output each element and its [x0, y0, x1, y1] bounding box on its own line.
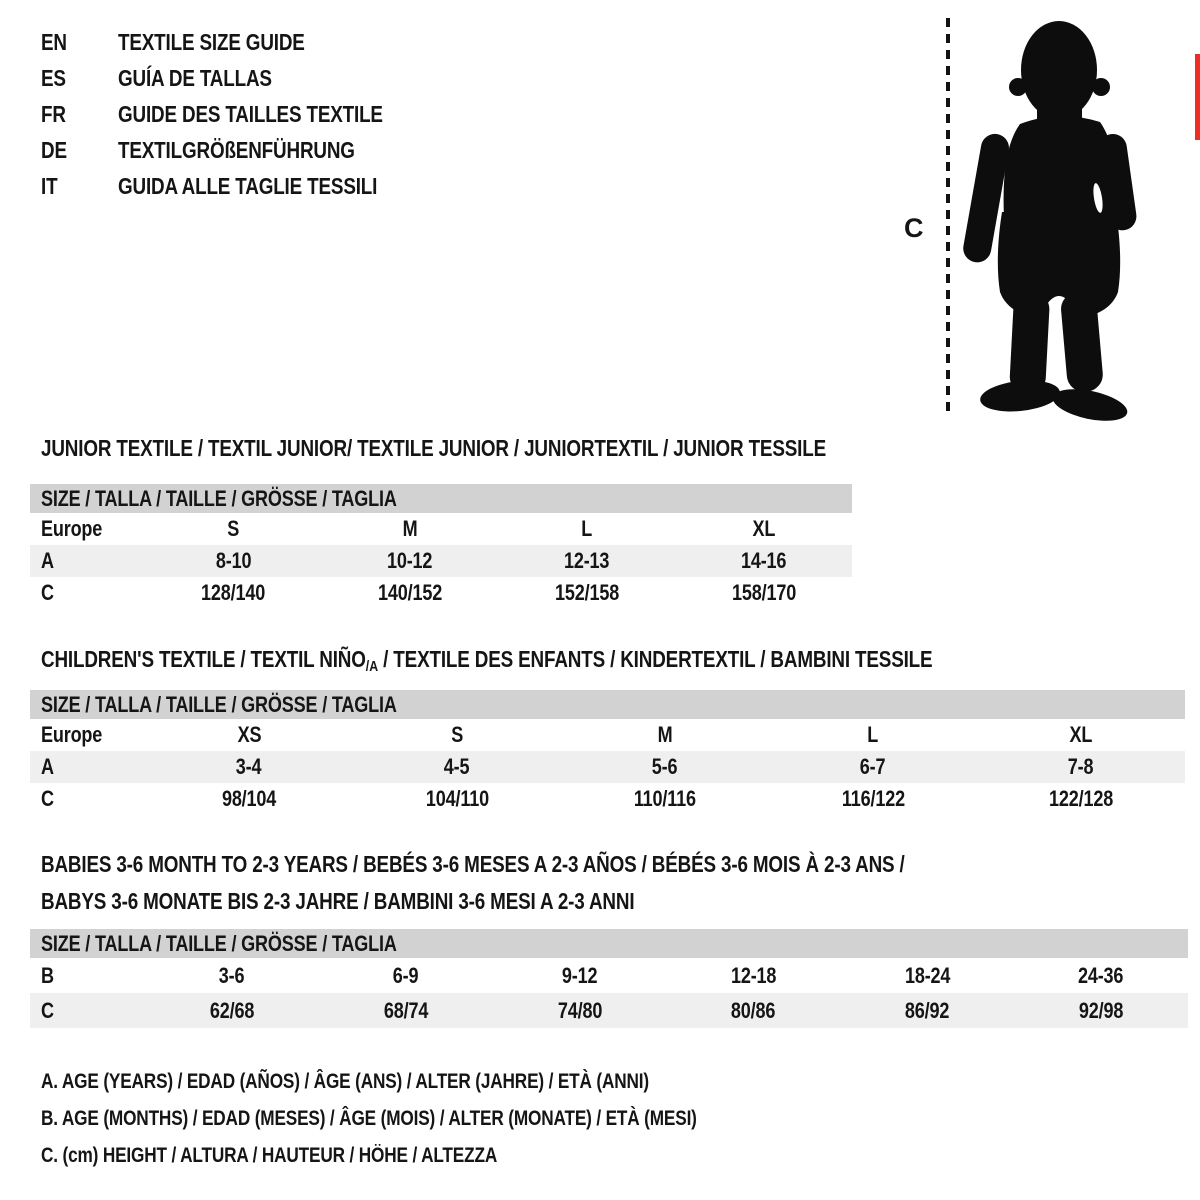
- title-rest: / TEXTILE DES ENFANTS / KINDERTEXTIL / BAMBINI TESSILE: [378, 646, 933, 672]
- size-cell-text: 122/128: [1048, 786, 1114, 811]
- size-cell: [675, 548, 852, 574]
- size-cell-text: S: [451, 722, 463, 747]
- size-cell: [145, 516, 322, 542]
- row-label-text: C: [41, 580, 54, 605]
- height-measure-label: C: [904, 213, 924, 243]
- size-cell-text: 7-8: [1068, 754, 1094, 779]
- table-row: [30, 958, 1188, 993]
- size-cell-text: 6-9: [392, 962, 419, 988]
- children-size-table: [30, 690, 1185, 815]
- legend-row-c: [41, 1137, 841, 1174]
- section-title-children: [41, 641, 1128, 681]
- row-label: [30, 580, 145, 606]
- size-cell: [666, 963, 840, 989]
- row-label-text: C: [41, 786, 54, 811]
- language-row-en: [41, 24, 441, 60]
- junior-size-table: [30, 484, 852, 609]
- language-label: GUIDE DES TAILLES TEXTILE: [118, 100, 383, 127]
- size-cell-text: 62/68: [209, 997, 255, 1023]
- size-cell-text: 24-36: [1078, 962, 1124, 988]
- table-row: [30, 513, 852, 545]
- row-label: [30, 516, 145, 542]
- row-label-text: A: [41, 548, 54, 573]
- language-row-de: [41, 132, 441, 168]
- title-main: CHILDREN'S TEXTILE / TEXTIL NIÑO: [41, 646, 366, 672]
- title-subscript: /A: [365, 658, 379, 675]
- language-label: TEXTILGRÖßENFÜHRUNG: [118, 136, 355, 163]
- table-row: [30, 751, 1185, 783]
- row-label-text: B: [41, 962, 54, 988]
- table-row: [30, 993, 1188, 1028]
- size-cell: [1014, 998, 1188, 1024]
- table-row: [30, 719, 1185, 751]
- size-cell: [145, 754, 353, 780]
- language-label: GUÍA DE TALLAS: [118, 64, 272, 91]
- size-header-bar: [30, 690, 1185, 719]
- size-cell-text: XL: [1069, 722, 1093, 747]
- size-cell-text: 92/98: [1078, 997, 1124, 1023]
- row-label: [30, 548, 145, 574]
- size-header-label: SIZE / TALLA / TAILLE / GRÖSSE / TAGLIA: [41, 691, 397, 717]
- size-header-bar: [30, 484, 852, 513]
- table-row: [30, 545, 852, 577]
- language-label: GUIDA ALLE TAGLIE TESSILI: [118, 172, 378, 199]
- size-cell-text: XL: [752, 516, 775, 541]
- size-cell: [840, 963, 1014, 989]
- size-cell: [145, 963, 319, 989]
- size-cell: [322, 580, 499, 606]
- size-cell: [977, 722, 1185, 748]
- size-cell: [493, 998, 667, 1024]
- size-cell: [353, 786, 561, 812]
- babies-size-table: [30, 929, 1188, 1028]
- row-label-text: C: [41, 997, 54, 1023]
- language-row-fr: [41, 96, 441, 132]
- language-code-text: IT: [41, 172, 58, 199]
- size-cell-text: 5-6: [652, 754, 678, 779]
- size-cell: [319, 963, 493, 989]
- size-cell: [145, 998, 319, 1024]
- measurement-legend: [41, 1063, 841, 1174]
- size-cell-text: 80/86: [731, 997, 776, 1023]
- table-row: [30, 783, 1185, 815]
- size-cell-text: S: [227, 516, 240, 541]
- row-label-text: Europe: [41, 516, 103, 541]
- legend-text: B. AGE (MONTHS) / EDAD (MESES) / ÂGE (MOIS) / ALTER (MONATE) / ETÀ (MESI): [41, 1106, 697, 1130]
- size-cell-text: 68/74: [383, 997, 428, 1023]
- row-label-text: Europe: [41, 722, 103, 747]
- language-code-text: DE: [41, 136, 67, 163]
- size-cell-text: 9-12: [561, 962, 598, 988]
- size-cell-text: M: [657, 722, 673, 747]
- size-cell: [977, 786, 1185, 812]
- size-header-label: SIZE / TALLA / TAILLE / GRÖSSE / TAGLIA: [41, 485, 397, 511]
- language-code-text: ES: [41, 64, 66, 91]
- legend-text: C. (cm) HEIGHT / ALTURA / HAUTEUR / HÖHE / ALTEZZA: [41, 1143, 498, 1167]
- legend-row-a: [41, 1063, 841, 1100]
- size-cell-text: 3-4: [236, 754, 262, 779]
- size-cell-text: 152/158: [554, 580, 619, 605]
- size-cell-text: M: [402, 516, 418, 541]
- size-cell-text: L: [867, 722, 879, 747]
- language-code-text: EN: [41, 28, 67, 55]
- size-header-bar: [30, 929, 1188, 958]
- size-cell: [499, 548, 676, 574]
- size-cell: [769, 786, 977, 812]
- size-cell-text: 18-24: [904, 962, 950, 988]
- size-cell: [145, 786, 353, 812]
- language-row-es: [41, 60, 441, 96]
- size-cell-text: 12-18: [730, 962, 777, 988]
- size-cell: [561, 786, 769, 812]
- section-title-text: JUNIOR TEXTILE / TEXTIL JUNIOR/ TEXTILE JUNIOR / JUNIORTEXTIL / JUNIOR TESSILE: [41, 435, 827, 461]
- size-cell-text: 14-16: [740, 548, 787, 573]
- size-cell: [561, 722, 769, 748]
- size-cell-text: 98/104: [221, 786, 277, 811]
- size-cell-text: L: [581, 516, 593, 541]
- language-list: [41, 24, 441, 204]
- babies-title-line2: [41, 883, 1094, 920]
- size-cell: [840, 998, 1014, 1024]
- size-cell: [322, 516, 499, 542]
- size-cell: [319, 998, 493, 1024]
- size-cell-text: 8-10: [215, 548, 252, 573]
- size-cell-text: 128/140: [201, 580, 266, 605]
- row-label: [30, 754, 145, 780]
- size-cell-text: 12-13: [564, 548, 610, 573]
- toddler-silhouette-icon: [962, 12, 1147, 424]
- legend-row-b: [41, 1100, 841, 1137]
- size-cell: [675, 580, 852, 606]
- size-cell-text: 86/92: [905, 997, 950, 1023]
- language-code: [41, 137, 118, 164]
- size-cell: [353, 722, 561, 748]
- size-cell-text: 74/80: [557, 997, 602, 1023]
- size-cell: [561, 754, 769, 780]
- section-title-junior: [41, 430, 998, 467]
- table-row: [30, 577, 852, 609]
- size-cell: [322, 548, 499, 574]
- size-cell-text: XS: [237, 722, 261, 747]
- size-cell: [769, 722, 977, 748]
- language-code: [41, 173, 118, 200]
- size-cell-text: 10-12: [387, 548, 433, 573]
- size-cell: [353, 754, 561, 780]
- row-label: [30, 963, 145, 989]
- size-cell-text: 158/170: [731, 580, 796, 605]
- size-cell: [769, 754, 977, 780]
- section-title-text: [41, 641, 932, 681]
- size-cell: [499, 580, 676, 606]
- row-label: [30, 998, 145, 1024]
- size-cell: [675, 516, 852, 542]
- language-code: [41, 29, 118, 56]
- size-cell: [145, 580, 322, 606]
- size-cell-text: 104/110: [425, 786, 489, 811]
- section-title-text: BABIES 3-6 MONTH TO 2-3 YEARS / BEBÉS 3-6 MESES A 2-3 AÑOS / BÉBÉS 3-6 MOIS À 2-3 ANS /: [41, 851, 905, 877]
- language-label: TEXTILE SIZE GUIDE: [118, 28, 305, 55]
- size-cell-text: 3-6: [219, 962, 245, 988]
- language-code-text: FR: [41, 100, 66, 127]
- language-code: [41, 101, 118, 128]
- row-label: [30, 722, 145, 748]
- section-title-babies: [41, 846, 1094, 920]
- size-cell: [1014, 963, 1188, 989]
- legend-text: A. AGE (YEARS) / EDAD (AÑOS) / ÂGE (ANS) / ALTER (JAHRE) / ETÀ (ANNI): [41, 1069, 649, 1093]
- size-cell-text: 4-5: [444, 754, 470, 779]
- babies-title-line1: [41, 846, 1094, 883]
- red-edge-mark: [1195, 54, 1200, 140]
- size-cell: [493, 963, 667, 989]
- section-title-text: BABYS 3-6 MONATE BIS 2-3 JAHRE / BAMBINI 3-6 MESI A 2-3 ANNI: [41, 888, 635, 914]
- size-cell: [145, 722, 353, 748]
- size-cell-text: 140/152: [378, 580, 443, 605]
- size-cell: [499, 516, 676, 542]
- language-code: [41, 65, 118, 92]
- row-label-text: A: [41, 754, 54, 779]
- size-cell: [977, 754, 1185, 780]
- size-cell-text: 6-7: [860, 754, 886, 779]
- size-cell: [145, 548, 322, 574]
- size-cell-text: 110/116: [633, 786, 697, 811]
- language-row-it: [41, 168, 441, 204]
- height-measure-dashed-line: [946, 18, 950, 417]
- size-cell-text: 116/122: [841, 786, 905, 811]
- size-cell: [666, 998, 840, 1024]
- size-header-label: SIZE / TALLA / TAILLE / GRÖSSE / TAGLIA: [41, 930, 397, 956]
- row-label: [30, 786, 145, 812]
